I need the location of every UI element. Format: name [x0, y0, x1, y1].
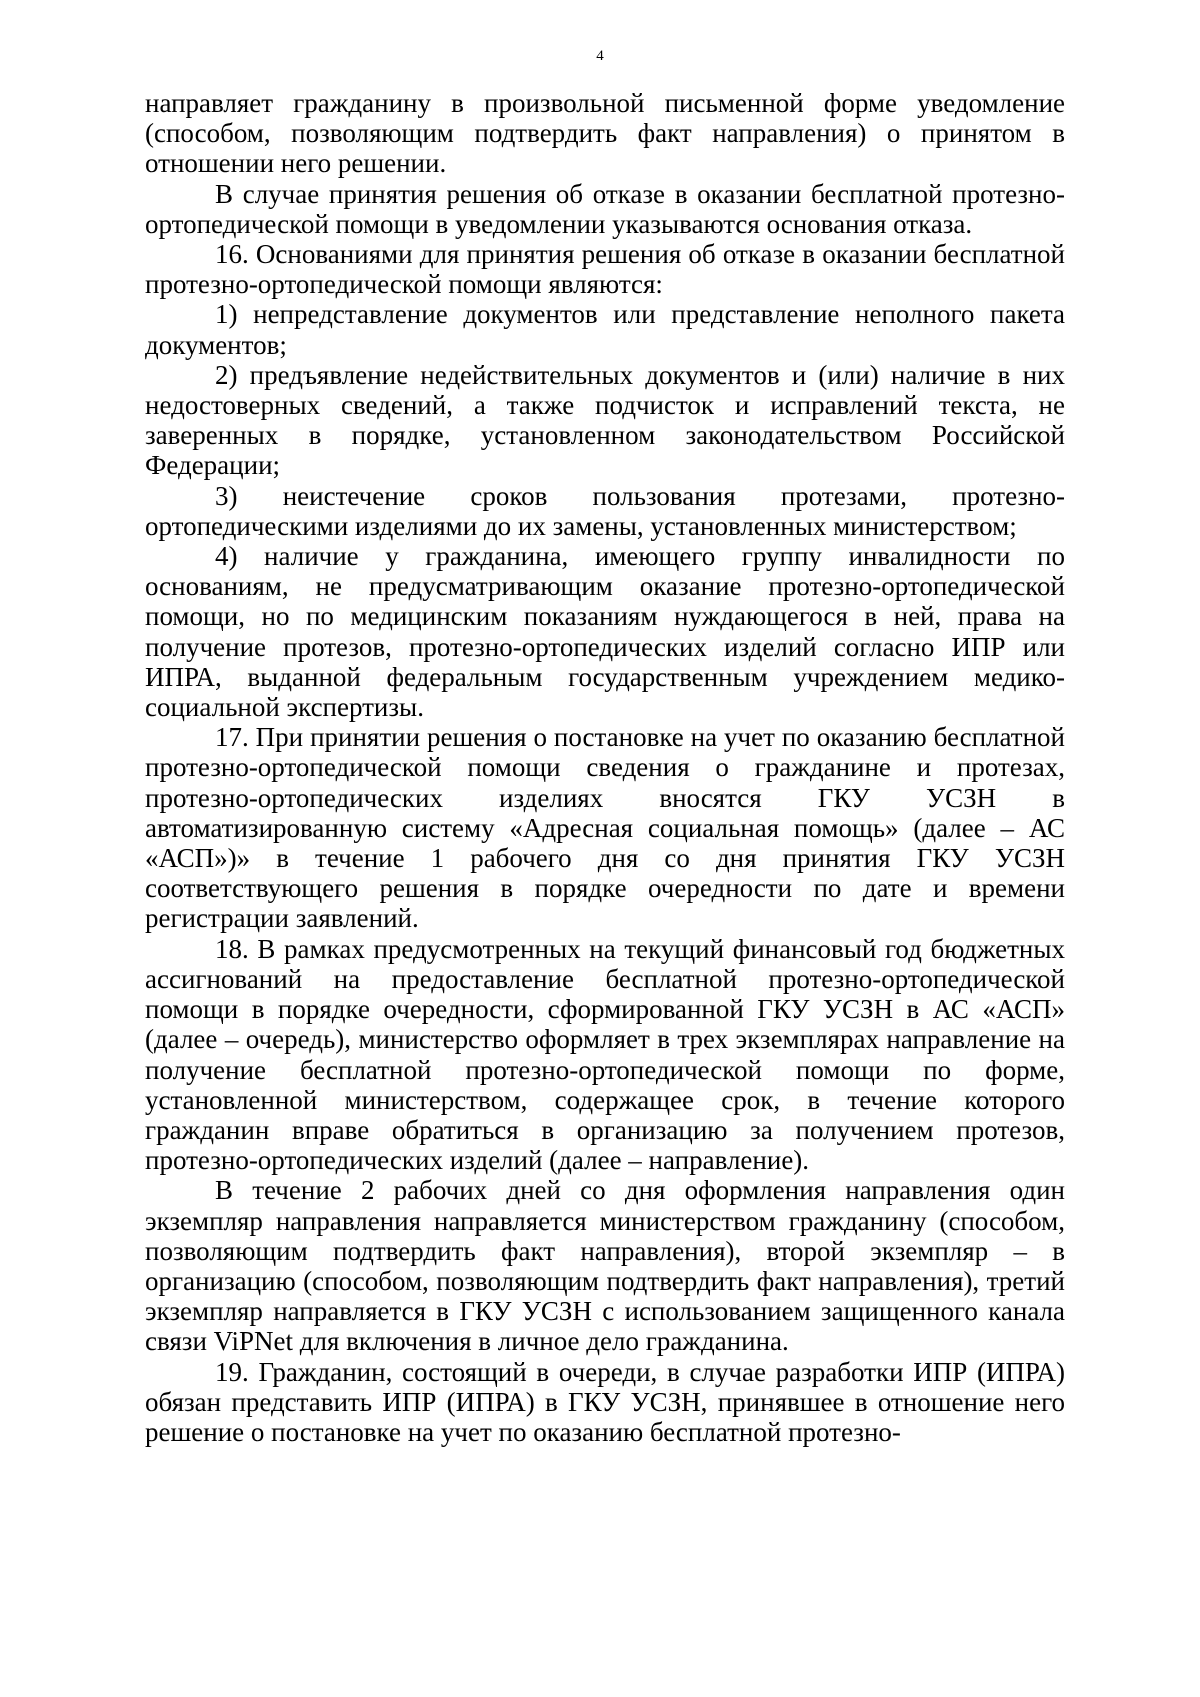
paragraph-16-item-4: 4) наличие у гражданина, имеющего группу инвалидности по основаниям, не предусматривающим оказание протезно-ортопедической помощи, но по медицинским показаниям нуждающегося в ней, права на получение протезов, протезно-ортопедических изделий согласно ИПР или ИПРА, выданной федеральным государственным учреждением медико-социальной экспертизы.	[145, 541, 1065, 723]
paragraph-refusal-notice: В случае принятия решения об отказе в оказании бесплатной протезно-ортопедической помощи в уведомлении указываются основания отказа.	[145, 178, 1065, 239]
paragraph-16-item-2: 2) предъявление недействительных документов и (или) наличие в них недостоверных сведений, а также подчисток и исправлений текста, не заверенных в порядке, установленном законодательством Российской Федерации;	[145, 359, 1065, 481]
paragraph-17: 17. При принятии решения о постановке на учет по оказанию бесплатной протезно-ортопедической помощи сведения о гражданине и протезах, протезно-ортопедических изделиях вносятся ГКУ УСЗН в автоматизированную систему «Адресная социальная помощь» (далее – АС «АСП»)» в течение 1 рабочего дня со дня принятия ГКУ УСЗН соответствующего решения в порядке очередности по дате и времени регистрации заявлений.	[145, 722, 1065, 934]
paragraph-19: 19. Гражданин, состоящий в очереди, в случае разработки ИПР (ИПРА) обязан представить ИПР (ИПРА) в ГКУ УСЗН, принявшее в отношение него решение о постановке на учет по оказанию бесплатной протезно-	[145, 1356, 1065, 1447]
paragraph-18: 18. В рамках предусмотренных на текущий финансовый год бюджетных ассигнований на предоставление бесплатной протезно-ортопедической помощи в порядке очередности, сформированной ГКУ УСЗН в АС «АСП» (далее – очередь), министерство оформляет в трех экземплярах направление на получение бесплатной протезно-ортопедической помощи по форме, установленной министерством, содержащее срок, в течение которого гражданин вправе обратиться в организацию за получением протезов, протезно-ортопедических изделий (далее – направление).	[145, 933, 1065, 1176]
paragraph-16-item-1: 1) непредставление документов или представление неполного пакета документов;	[145, 299, 1065, 360]
paragraph-continuation: направляет гражданину в произвольной письменной форме уведомление (способом, позволяющим подтвердить факт направления) о принятом в отношении него решении.	[145, 88, 1065, 179]
document-body	[145, 88, 1065, 1447]
paragraph-16-item-3: 3) неистечение сроков пользования протезами, протезно-ортопедическими изделиями до их замены, установленных министерством;	[145, 480, 1065, 541]
page-number: 4	[596, 48, 604, 64]
paragraph-18-delivery: В течение 2 рабочих дней со дня оформления направления один экземпляр направления направляется министерством гражданину (способом, позволяющим подтвердить факт направления), второй экземпляр – в организацию (способом, позволяющим подтвердить факт направления), третий экземпляр направляется в ГКУ УСЗН с использованием защищенного канала связи ViPNet для включения в личное дело гражданина.	[145, 1175, 1065, 1357]
paragraph-16: 16. Основаниями для принятия решения об отказе в оказании бесплатной протезно-ортопедической помощи являются:	[145, 239, 1065, 300]
